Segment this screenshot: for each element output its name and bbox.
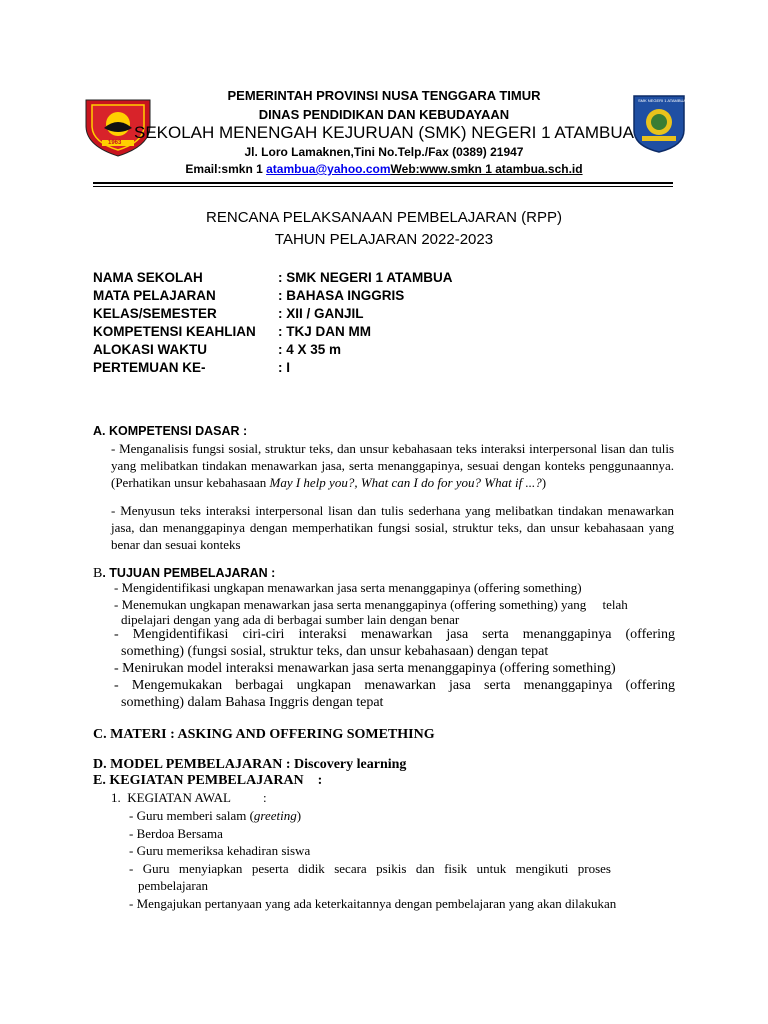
- section-b-title: . TUJUAN PEMBELAJARAN :: [102, 566, 276, 580]
- kd-text-end: ): [541, 475, 547, 490]
- header-government: PEMERINTAH PROVINSI NUSA TENGGARA TIMUR: [227, 88, 541, 103]
- info-value: : TKJ DAN MM: [278, 324, 371, 339]
- activity-item: - Guru memeriksa kehadiran siswa: [129, 843, 311, 858]
- section-e-heading: E. KEGIATAN PEMBELAJARAN :: [93, 773, 323, 788]
- document-year: TAHUN PELAJARAN 2022-2023: [274, 231, 494, 248]
- header-contact: [0, 162, 768, 176]
- kd-italic-examples: May I help you?, What can I do for you? What if ...?: [269, 475, 542, 490]
- activity-opening-heading: 1. KEGIATAN AWAL :: [111, 790, 267, 805]
- info-key: PERTEMUAN KE-: [93, 360, 206, 375]
- info-value: : 4 X 35 m: [278, 342, 342, 357]
- school-logo-text: SMK NEGERI 1 ATAMBUA: [638, 98, 687, 103]
- info-value: : SMK NEGERI 1 ATAMBUA: [278, 270, 453, 285]
- goal-item-2-cont: dipelajari dengan yang ada di berbagai sumber lain dengan benar: [121, 612, 460, 627]
- header-school-name: SEKOLAH MENENGAH KEJURUAN (SMK) NEGERI 1 ATAMBUA: [133, 123, 634, 142]
- document-title: RENCANA PELAKSANAAN PEMBELAJARAN (RPP): [206, 209, 562, 226]
- email-link[interactable]: atambua@yahoo.com: [266, 162, 391, 176]
- goal-item-2: - Menemukan ungkapan menawarkan jasa serta menanggapinya (offering something) yang telah: [114, 597, 628, 612]
- goal-item-5: - Mengemukakan berbagai ungkapan menawarkan jasa serta menanggapinya (offering: [114, 678, 675, 693]
- activity-text-end: ): [296, 808, 302, 823]
- goal-item-4: - Menirukan model interaksi menawarkan jasa serta menanggapinya (offering something): [114, 661, 616, 676]
- header-divider-thick: [93, 182, 673, 184]
- goal-item-3: - Mengidentifikasi ciri-ciri interaksi menawarkan jasa serta menanggapinya (offering: [114, 627, 675, 642]
- website-text[interactable]: Web:www.smkn 1 atambua.sch.id: [390, 162, 583, 176]
- goal-item-3-cont: something) (fungsi sosial, struktur teks, dan unsur kebahasaan) dengan tepat: [121, 644, 549, 659]
- activity-text: - Guru memberi salam (: [129, 808, 254, 823]
- goal-item-5-cont: something) dalam Bahasa Inggris dengan tepat: [121, 695, 384, 710]
- info-key: ALOKASI WAKTU: [93, 342, 207, 357]
- section-d-model: D. MODEL PEMBELAJARAN : Discovery learning: [93, 757, 407, 772]
- activity-item: - Guru menyiapkan peserta didik secara psikis dan fisik untuk mengikuti proses: [129, 861, 611, 876]
- info-value: : XII / GANJIL: [278, 306, 364, 321]
- activity-item-cont: pembelajaran: [138, 878, 209, 893]
- kd-paragraph-1: [111, 440, 674, 491]
- info-key: KOMPETENSI KEAHLIAN: [93, 324, 256, 339]
- info-value: : I: [278, 360, 290, 375]
- section-b-letter: B: [93, 566, 103, 581]
- info-value: : BAHASA INGGRIS: [278, 288, 405, 303]
- kd-text: - Menganalisis fungsi sosial, struktur teks, dan unsur kebahasaan teks interaksi interpersonal lisan dan tulis yang melibatkan tindakan menawarkan jasa, serta menanggapinya, sesuai dengan konteks penggunaannya. (Perhatikan unsur kebahasaan: [111, 441, 674, 490]
- header-department: DINAS PENDIDIKAN DAN KEBUDAYAAN: [258, 107, 510, 122]
- activity-item: - Mengajukan pertanyaan yang ada keterkaitannya dengan pembelajaran yang akan dilakukan: [129, 896, 617, 911]
- header-address: Jl. Loro Lamaknen,Tini No.Telp./Fax (0389) 21947: [244, 145, 524, 159]
- kd-paragraph-2: - Menyusun teks interaksi interpersonal lisan dan tulis sederhana yang melibatkan tindakan menawarkan jasa, dan menanggapinya dengan memperhatikan fungsi sosial, struktur teks, dan unsur kebahasaan yang benar dan sesuai konteks: [111, 503, 674, 552]
- activity-italic: greeting: [253, 808, 297, 823]
- activity-item: - Berdoa Bersama: [129, 826, 223, 841]
- section-c-materi: C. MATERI : ASKING AND OFFERING SOMETHING: [93, 727, 435, 742]
- info-key: KELAS/SEMESTER: [93, 306, 217, 321]
- activity-item: [129, 808, 301, 824]
- section-a-heading: A. KOMPETENSI DASAR :: [93, 424, 248, 438]
- info-key: MATA PELAJARAN: [93, 288, 216, 303]
- goal-item-1: - Mengidentifikasi ungkapan menawarkan jasa serta menanggapinya (offering something): [114, 580, 582, 595]
- email-label: Email:smkn 1: [185, 162, 267, 176]
- info-key: NAMA SEKOLAH: [93, 270, 203, 285]
- header-divider-thin: [93, 186, 673, 187]
- emblem-year: 1963: [108, 140, 122, 146]
